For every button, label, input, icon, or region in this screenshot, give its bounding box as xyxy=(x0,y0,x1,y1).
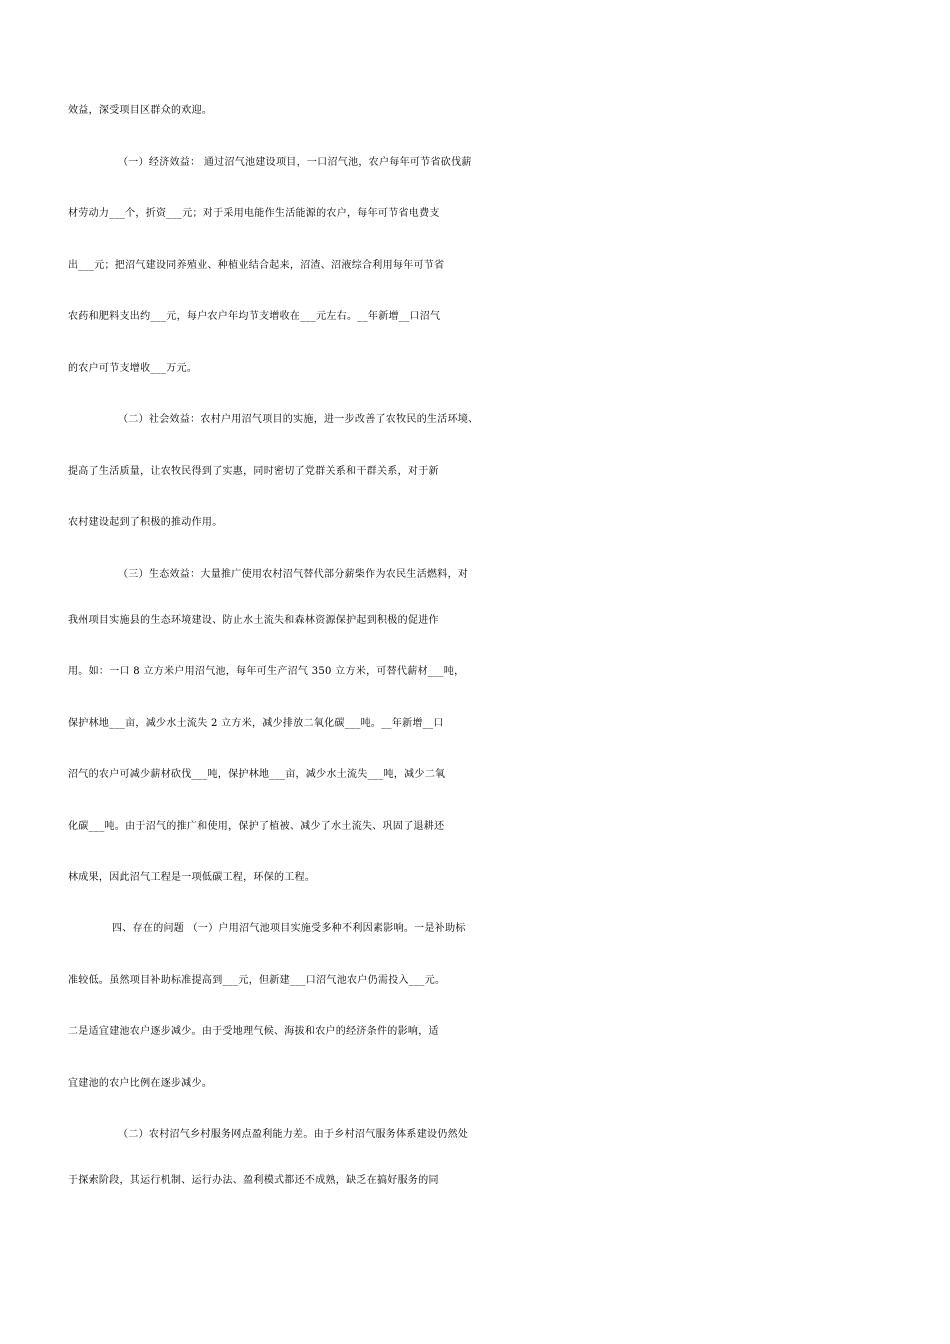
text-line: 出___元；把沼气建设同养殖业、种植业结合起来，沼渣、沼液综合利用每年可节省 xyxy=(68,260,445,271)
text-line: 准较低。虽然项目补助标准提高到___元，但新建___口沼气池农户仍需投入___元。 xyxy=(68,975,446,986)
text-line: 的农户可节支增收___万元。 xyxy=(68,363,198,374)
text-line: （一）经济效益： 通过沼气池建设项目，一口沼气池，农户每年可节省砍伐薪 xyxy=(118,157,472,168)
text-line: 化碳___吨。由于沼气的推广和使用，保护了植被、减少了水土流失、巩固了退耕还 xyxy=(68,821,445,832)
text-line: 农药和肥料支出约___元，每户农户年均节支增收在___元左右。__年新增__口沼气 xyxy=(68,311,441,322)
text-line: 四、存在的问题 （一）户用沼气池项目实施受多种不利因素影响。一是补助标 xyxy=(112,923,466,934)
text-line: 二是适宜建池农户逐步减少。由于受地理气候、海拔和农户的经济条件的影响，适 xyxy=(68,1026,439,1037)
text-line: 于探索阶段，其运行机制、运行办法、盈利模式都还不成熟，缺乏在搞好服务的同 xyxy=(68,1175,439,1186)
text-line: 效益，深受项目区群众的欢迎。 xyxy=(68,105,213,116)
text-line: 沼气的农户可减少薪材砍伐___吨，保护林地___亩，减少水土流失___吨，减少二氧 xyxy=(68,769,446,780)
text-line: 农村建设起到了积极的推动作用。 xyxy=(68,517,223,528)
text-line: 宜建池的农户比例在逐步减少。 xyxy=(68,1078,213,1089)
text-line: 林成果，因此沼气工程是一项低碳工程，环保的工程。 xyxy=(68,872,316,883)
text-line: （三）生态效益：大量推广使用农村沼气替代部分薪柴作为农民生活燃料，对 xyxy=(118,569,469,580)
text-line: 提高了生活质量，让农牧民得到了实惠，同时密切了党群关系和干群关系，对于新 xyxy=(68,466,439,477)
text-line: 保护林地___亩，减少水土流失 2 立方米，减少排放二氧化碳___吨。__年新增__口 xyxy=(68,718,444,729)
text-line: （二）社会效益：农村户用沼气项目的实施，进一步改善了农牧民的生活环境、 xyxy=(118,414,479,425)
text-line: 用。如：一口 8 立方米户用沼气池，每年可生产沼气 350 立方米，可替代薪材___吨， xyxy=(68,666,465,677)
text-line: 材劳动力___个，折资___元；对于采用电能作生活能源的农户，每年可节省电费支 xyxy=(68,208,440,219)
text-line: （二）农村沼气乡村服务网点盈利能力差。由于乡村沼气服务体系建设仍然处 xyxy=(118,1129,469,1140)
text-line: 我州项目实施县的生态环境建设、防止水土流失和森林资源保护起到积极的促进作 xyxy=(68,615,439,626)
